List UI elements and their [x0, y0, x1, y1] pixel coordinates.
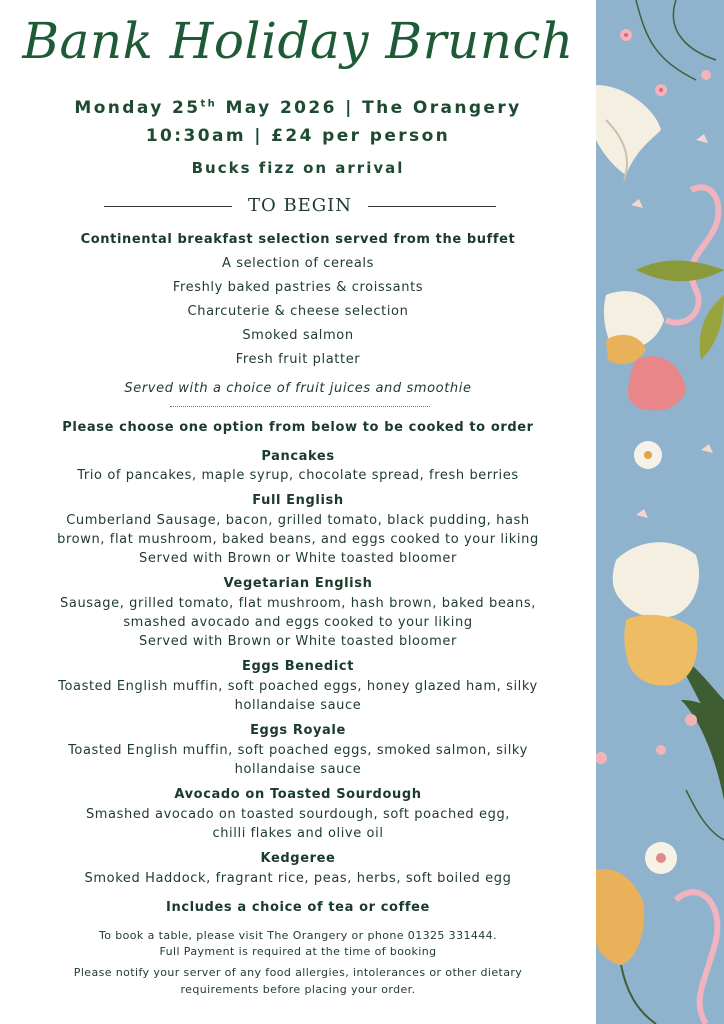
dish-description: chilli flakes and olive oil [212, 826, 384, 841]
leaf-icon [681, 700, 724, 800]
dish-description: Served with Brown or White toasted bloomer [139, 551, 457, 566]
date-rest: May 2026 | The Orangery [217, 98, 522, 118]
dish-name: Kedgeree [260, 851, 336, 866]
allergy-line: Please notify your server of any food allergies, intolerances or other dietary [73, 966, 523, 979]
dish-description: Sausage, grilled tomato, flat mushroom, hash brown, baked beans, [60, 596, 536, 611]
divider-line-right [368, 206, 496, 207]
dish-description: Toasted English muffin, soft poached eggs, honey glazed ham, silky [58, 679, 538, 694]
date-suffix: th [200, 98, 218, 110]
allergy-line: requirements before placing your order. [180, 983, 416, 996]
dish-description: hollandaise sauce [234, 762, 362, 777]
continental-item: Smoked salmon [242, 328, 354, 343]
continental-item: A selection of cereals [221, 256, 374, 271]
dish-name: Vegetarian English [223, 576, 373, 591]
continental-item: Charcuterie & cheese selection [187, 304, 409, 319]
continental-heading: Continental breakfast selection served from the buffet [80, 232, 516, 247]
event-date-venue [0, 98, 596, 118]
choose-heading: Please choose one option from below to be cooked to order [62, 420, 534, 435]
dish-description: Smashed avocado on toasted sourdough, soft poached egg, [85, 807, 511, 822]
tea-coffee-note: Includes a choice of tea or coffee [166, 900, 430, 915]
dish-name: Eggs Benedict [241, 659, 355, 674]
floral-illustration [596, 0, 724, 1024]
continental-note: Served with a choice of fruit juices and smoothie [124, 381, 472, 396]
dish-description: Cumberland Sausage, bacon, grilled tomato, black pudding, hash [66, 513, 530, 528]
tulip-flower-icon [596, 85, 661, 180]
dish-name: Full English [252, 493, 344, 508]
continental-item: Fresh fruit platter [235, 352, 361, 367]
booking-line: Full Payment is required at the time of booking [159, 945, 437, 958]
bellflower-icon [628, 356, 686, 410]
booking-line: To book a table, please visit The Orangery or phone 01325 331444. [99, 929, 497, 942]
time-price: 10:30am | £24 per person [145, 126, 451, 146]
tulip-flower-icon [596, 869, 644, 965]
tulip-flower-icon [624, 615, 697, 686]
menu-title: Bank Holiday Brunch [22, 12, 574, 70]
continental-item: Freshly baked pastries & croissants [172, 280, 424, 295]
dish-description: Toasted English muffin, soft poached eggs, smoked salmon, silky [68, 743, 528, 758]
dish-description: brown, flat mushroom, baked beans, and eggs cooked to your liking [57, 532, 539, 547]
to-begin-divider [104, 195, 496, 219]
dish-description: smashed avocado and eggs cooked to your liking [123, 615, 473, 630]
small-flower-icon [620, 29, 711, 96]
arrival-note: Bucks fizz on arrival [191, 159, 405, 177]
floral-side-panel [596, 0, 724, 1024]
dish-name: Pancakes [261, 449, 335, 464]
tulip-flower-icon [613, 542, 699, 617]
dish-description: Served with Brown or White toasted bloomer [139, 634, 457, 649]
dish-name: Eggs Royale [250, 723, 346, 738]
dish-description: hollandaise sauce [234, 698, 362, 713]
dish-description: Trio of pancakes, maple syrup, chocolate spread, fresh berries [77, 468, 519, 483]
dish-name: Avocado on Toasted Sourdough [174, 787, 422, 802]
to-begin-heading: TO BEGIN [247, 195, 353, 216]
date-prefix: Monday 25 [74, 98, 201, 118]
dotted-divider [170, 406, 430, 407]
dish-description: Smoked Haddock, fragrant rice, peas, herbs, soft boiled egg [84, 871, 512, 886]
